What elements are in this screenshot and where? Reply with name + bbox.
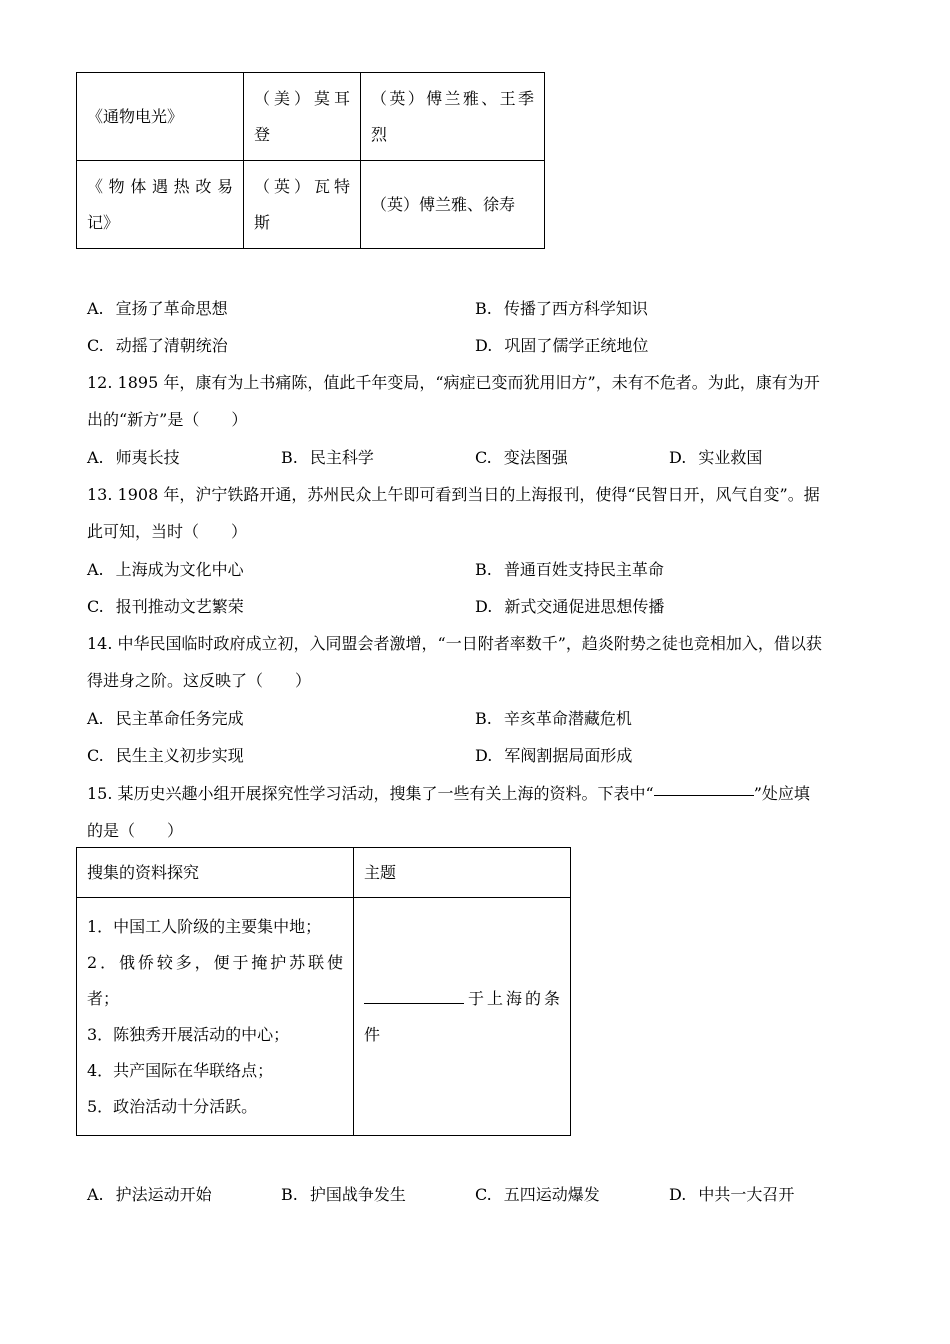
q15-stem-text-b: ”处应填 [753,784,810,803]
option-text: 动摇了清朝统治 [115,336,228,355]
option-label: A. [87,448,104,467]
option-text: 护法运动开始 [115,1185,212,1204]
header-topic-text: 主题 [364,862,397,882]
q15-stem-text-a: 15. 某历史兴趣小组开展探究性学习活动，搜集了一些有关上海的资料。下表中“ [87,784,654,803]
q12-option-a[interactable] [87,445,180,468]
q13-option-d[interactable] [475,594,664,617]
q13-stem-line-2: 此可知，当时（ ） [87,522,248,541]
option-text: 新式交通促进思想传播 [504,597,665,616]
header-materials-text: 搜集的资料探究 [87,862,200,882]
author-cell [244,73,361,161]
option-label: A. [87,560,104,579]
author-line-2: 登 [254,124,271,144]
q11-option-c[interactable] [87,333,228,356]
q13-option-a[interactable] [87,557,244,580]
option-label: B. [475,709,492,728]
shanghai-materials-table [76,847,571,1136]
book-title-cell [77,161,244,249]
option-text: 普通百姓支持民主革命 [503,560,664,579]
topic-line-1 [364,981,560,1017]
book-title-cell [77,73,244,161]
option-label: A. [87,709,104,728]
option-label: D. [475,336,493,355]
q12-stem-line-1: 12. 1895 年，康有为上书痛陈，值此千年变局，“病症已变而犹用旧方”，未有不危者。为此，康有为开 [87,373,820,392]
q14-option-c[interactable] [87,743,244,766]
q14-stem-line-2: 得进身之阶。这反映了（ ） [87,671,312,690]
option-label: D. [475,597,493,616]
option-text: 师夷长技 [115,448,180,467]
materials-list-cell [77,898,354,1136]
q14-stem-line-1: 14. 中华民国临时政府成立初，入同盟会者激增，“一日附者率数千”，趋炎附势之徒也竞相加入，借以获 [87,634,822,653]
q15-option-c[interactable] [475,1182,600,1205]
q11-option-a[interactable] [87,296,228,319]
option-label: C. [87,336,104,355]
table-row [77,73,545,161]
table-header-row [77,848,571,898]
book-title-line-1: 《物体遇热改易 [87,176,233,196]
option-label: C. [475,1185,492,1204]
topic-text-1: 于上海的条 [468,988,560,1008]
list-item: 者； [87,988,120,1008]
book-title-line-2: 记》 [87,212,120,232]
header-materials [77,848,354,898]
q14-option-d[interactable] [475,743,632,766]
q14-option-a[interactable] [87,706,244,729]
book-title: 《通物电光》 [87,106,184,126]
q15-option-a[interactable] [87,1182,212,1205]
option-label: B. [475,299,492,318]
option-label: D. [669,448,687,467]
option-text: 传播了西方科学知识 [503,299,648,318]
option-text: 民主科学 [309,448,374,467]
option-text: 五四运动爆发 [503,1185,600,1204]
fill-in-blank [364,1002,464,1004]
option-text: 民主革命任务完成 [115,709,244,728]
translator-line-2: 烈 [371,124,388,144]
q12-stem-line-2: 出的“新方”是（ ） [87,410,248,429]
author-line-1: （英）瓦特 [254,176,350,196]
option-label: B. [475,560,492,579]
q11-option-b[interactable] [475,296,648,319]
option-text: 宣扬了革命思想 [115,299,228,318]
author-line-2: 斯 [254,212,271,232]
table-row [77,161,545,249]
q12-option-d[interactable] [669,445,762,468]
option-label: B. [281,448,298,467]
option-label: C. [87,597,104,616]
option-text: 巩固了儒学正统地位 [504,336,649,355]
option-text: 中共一大召开 [698,1185,795,1204]
option-text: 护国战争发生 [309,1185,406,1204]
q15-stem-line-1 [87,781,810,804]
translator-cell [361,73,545,161]
q15-option-d[interactable] [669,1182,794,1205]
q12-option-b[interactable] [281,445,374,468]
translator-line-1: （英）傅兰雅、王季 [371,88,534,108]
q11-option-d[interactable] [475,333,648,356]
author-line-1: （美）莫耳 [254,88,350,108]
option-text: 报刊推动文艺繁荣 [115,597,244,616]
list-item: 2．俄侨较多，便于掩护苏联使 [87,952,343,972]
option-text: 上海成为文化中心 [115,560,244,579]
list-item: 4．共产国际在华联络点； [87,1060,274,1080]
list-item: 5．政治活动十分活跃。 [87,1096,258,1116]
option-text: 辛亥革命潜藏危机 [503,709,632,728]
author-cell [244,161,361,249]
option-label: B. [281,1185,298,1204]
q14-option-b[interactable] [475,706,632,729]
q13-stem-line-1: 13. 1908 年，沪宁铁路开通，苏州民众上午即可看到当日的上海报刊，使得“民智日开，风气自变”。据 [87,485,820,504]
topic-line-2: 件 [364,1024,381,1044]
table-row [77,898,571,1136]
translator: （英）傅兰雅、徐寿 [371,194,516,214]
option-text: 实业救国 [698,448,763,467]
option-label: D. [475,746,493,765]
q15-option-b[interactable] [281,1182,406,1205]
option-label: A. [87,299,104,318]
topic-cell [354,898,571,1136]
option-text: 军阀割据局面形成 [504,746,633,765]
option-text: 变法图强 [503,448,568,467]
list-item: 1．中国工人阶级的主要集中地； [87,916,322,936]
option-label: D. [669,1185,687,1204]
header-topic [354,848,571,898]
fill-in-blank [654,794,754,796]
list-item: 3．陈独秀开展活动的中心； [87,1024,290,1044]
q12-option-c[interactable] [475,445,568,468]
translated-books-table [76,72,545,249]
option-label: C. [87,746,104,765]
translator-cell [361,161,545,249]
q15-stem-line-2: 的是（ ） [87,821,184,840]
option-label: A. [87,1185,104,1204]
q13-option-b[interactable] [475,557,664,580]
option-label: C. [475,448,492,467]
option-text: 民生主义初步实现 [115,746,244,765]
q13-option-c[interactable] [87,594,244,617]
